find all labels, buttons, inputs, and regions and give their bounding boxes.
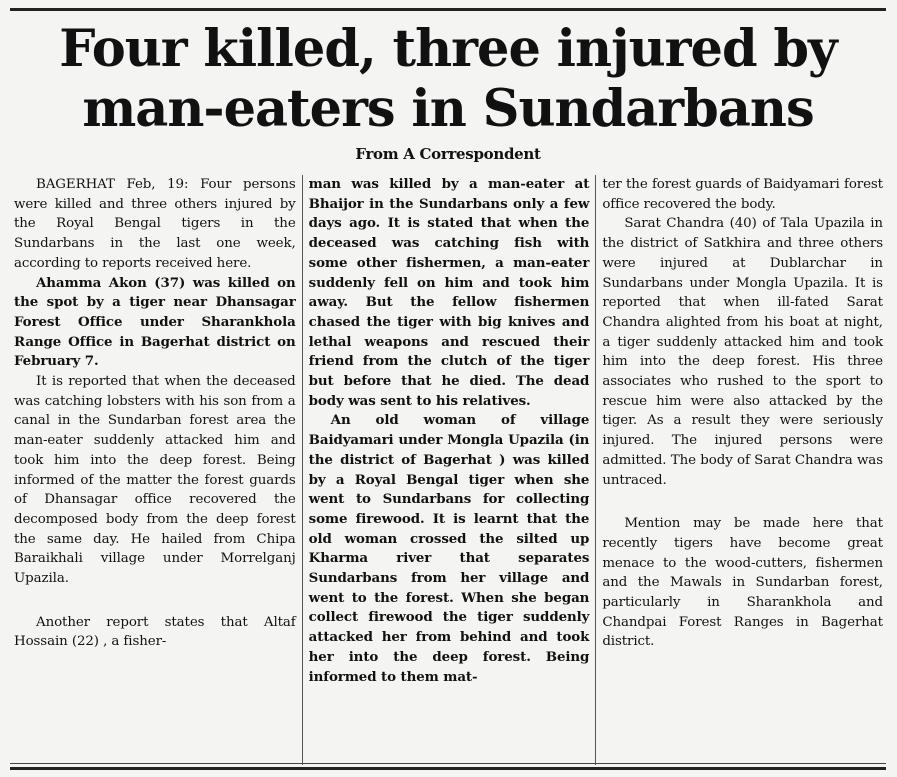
paragraph-bhaijor: man was killed by a man-eater at Bhaijor in the Sundarbans only a few days ago. It is stated that when the deceased was catching fish with some other fishermen, a man-eater suddenly fell on him and took him away. But the fellow fishermen chased the tiger with big knives and lethal weapons and rescued their friend from the clutch of the tiger but before that he died. The dead body was sent to his relatives. [308,176,590,409]
paragraph-akon: Ahamma Akon (37) was killed on the spot by a tiger near Dhansagar Forest Office under Sharankhola Range Office in Bagerhat district on February 7. [14,274,296,370]
paragraph-old-woman: An old woman of village Baidyamari under Mongla Upazila (in the district of Bagerhat ) was killed by a Royal Bengal tiger when she went to Sundarbans for collecting some firewood. It is learnt that the old woman crossed the silted up Kharma river that separates Sundarbans from her village and went to the forest. When she began collect firewood the tiger suddenly attacked her from behind and took her into the deep forest. Being informed to them mat- [308,412,590,685]
paragraph-sarat-chandra: Sarat Chandra (40) of Tala Upazila in the district of Satkhira and three others were injured at Dublarchar in Sundarbans under Mongla Upazila. It is reported that when ill-fated Sarat Chandra alighted from his boat at night, a tiger suddenly attacked him and took him into the deep forest. His three associates who rushed to the sport to rescue him were also attacked by the tiger. As a result they were seriously injured. The injured persons were admitted. The body of Sarat Chandra was untraced. [602,216,883,488]
headline-line-1: Four killed, three injured by [59,19,837,79]
headline [10,19,886,139]
column-2 [302,175,596,765]
paragraph-menace: Mention may be made here that recently tigers have become great menace to the wood-cutters, fishermen and the Mawals in Sundarban forest, particularly in Sharankhola and Chandpai Forest Ranges in Bagerhat district. [602,516,883,650]
headline-line-2: man-eaters in Sundarbans [82,79,814,139]
byline: From A Correspondent [355,145,541,163]
paragraph-lobster: It is reported that when the deceased was catching lobsters with his son from a canal in the Sundarban forest area the man-eater suddenly attacked him and took him into the deep forest. Being informed of the matter the forest guards of Dhansagar office recovered the decomposed body from the deep forest the same day. He hailed from Chipa Baraikhali village under Morrelganj Upazila. [14,374,296,587]
paragraph-dateline: BAGERHAT Feb, 19: Four persons were killed and three others injured by the Royal Bengal tigers in the Sundarbans in the last one week, according to reports received here. [14,177,296,271]
article-columns [8,175,889,765]
column-1 [8,175,302,765]
column-3 [595,175,889,765]
paragraph-body-recovered: ter the forest guards of Baidyamari forest office recovered the body. [602,177,883,212]
paragraph-another-report: Another report states that Altaf Hossain (22) , a fisher- [14,614,296,650]
